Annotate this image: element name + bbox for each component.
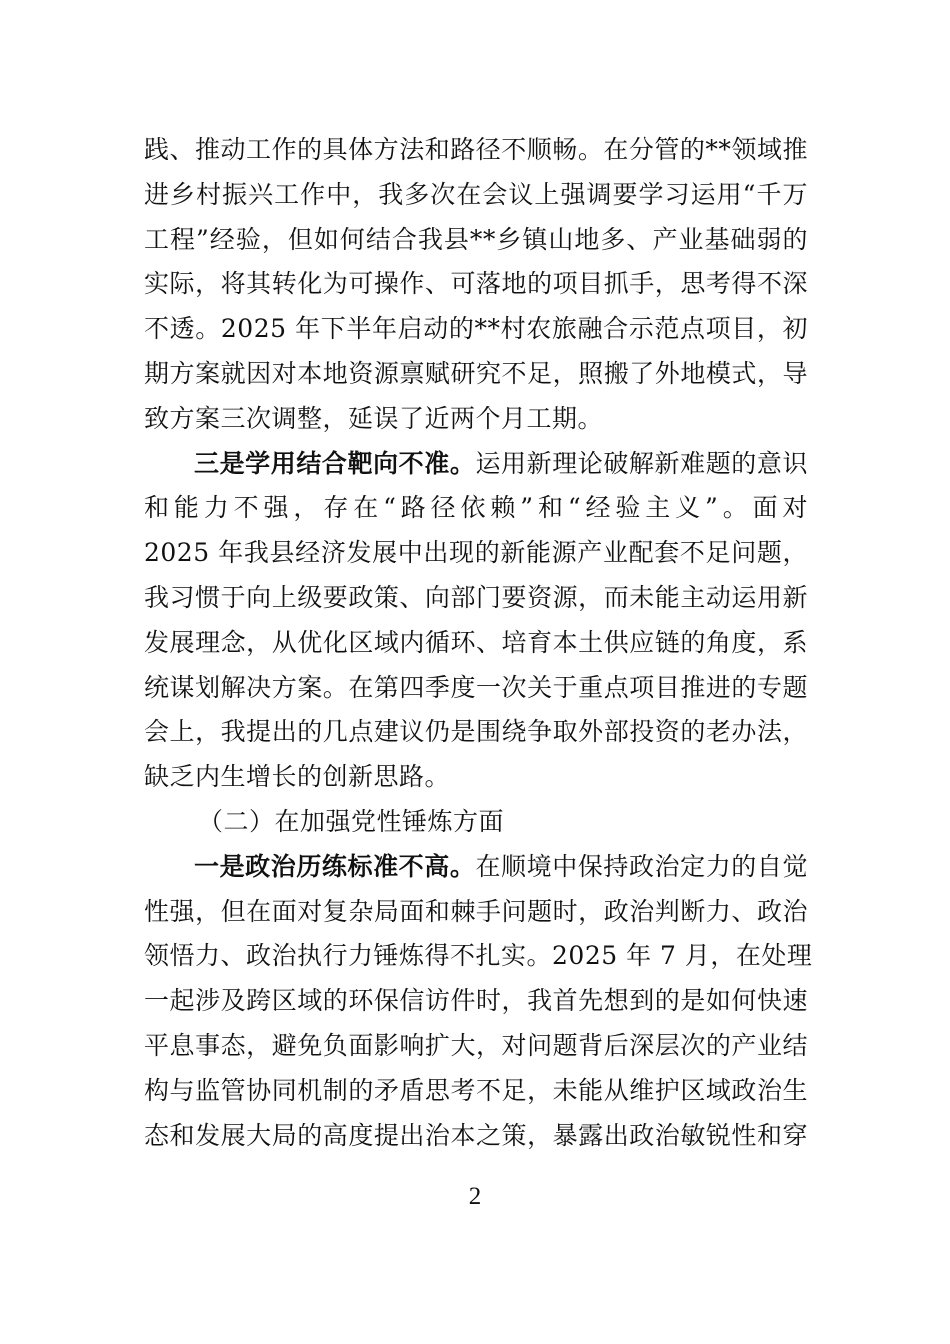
paragraph-first-line — [144, 442, 808, 487]
text-line: 一起涉及跨区域的环保信访件时，我首先想到的是如何快速 — [144, 986, 808, 1016]
paragraph-text: 运用新理论破解新难题的意识 — [475, 448, 808, 478]
paragraph-text: 在顺境中保持政治定力的自觉 — [475, 851, 808, 881]
text-line: 构与监管协同机制的矛盾思考不足，未能从维护区域政治生 — [144, 1075, 808, 1105]
page-number: 2 — [468, 1183, 482, 1210]
section-heading: （二）在加强党性锤炼方面 — [198, 806, 505, 836]
text-line: 不透。2025 年下半年启动的**村农旅融合示范点项目，初 — [144, 314, 808, 344]
text-line: 2025 年我县经济发展中出现的新能源产业配套不足问题， — [144, 538, 808, 568]
text-line: 期方案就因对本地资源禀赋研究不足，照搬了外地模式，导 — [144, 358, 808, 388]
text-line: 缺乏内生增长的创新思路。 — [144, 762, 451, 792]
text-line: 和能力不强，存在“路径依赖”和“经验主义”。面对 — [144, 493, 808, 523]
text-line: 性强，但在面对复杂局面和棘手问题时，政治判断力、政治 — [144, 896, 808, 926]
paragraph-heading: 一是政治历练标准不高。 — [194, 851, 476, 881]
text-line: 统谋划解决方案。在第四季度一次关于重点项目推进的专题 — [144, 672, 808, 702]
text-line: 实际，将其转化为可操作、可落地的项目抓手，思考得不深 — [144, 269, 808, 299]
text-line: 领悟力、政治执行力锤炼得不扎实。2025 年 7 月，在处理 — [144, 941, 813, 971]
text-line: 会上，我提出的几点建议仍是围绕争取外部投资的老办法， — [144, 717, 808, 747]
text-line: 工程”经验，但如何结合我县**乡镇山地多、产业基础弱的 — [144, 224, 808, 254]
text-line: 我习惯于向上级要政策、向部门要资源，而未能主动运用新 — [144, 582, 808, 612]
text-line: 态和发展大局的高度提出治本之策，暴露出政治敏锐性和穿 — [144, 1120, 808, 1150]
text-line: 践、推动工作的具体方法和路径不顺畅。在分管的**领域推 — [144, 135, 808, 164]
text-line: 平息事态，避免负面影响扩大，对问题背后深层次的产业结 — [144, 1030, 808, 1060]
paragraph-heading: 三是学用结合靶向不准。 — [194, 448, 476, 478]
text-line: 发展理念，从优化区域内循环、培育本土供应链的角度，系 — [144, 627, 808, 657]
text-line: 进乡村振兴工作中，我多次在会议上强调要学习运用“千万 — [144, 179, 808, 209]
body-text — [144, 128, 813, 1158]
paragraph-first-line — [144, 845, 808, 890]
text-line: 致方案三次调整，延误了近两个月工期。 — [144, 403, 604, 433]
